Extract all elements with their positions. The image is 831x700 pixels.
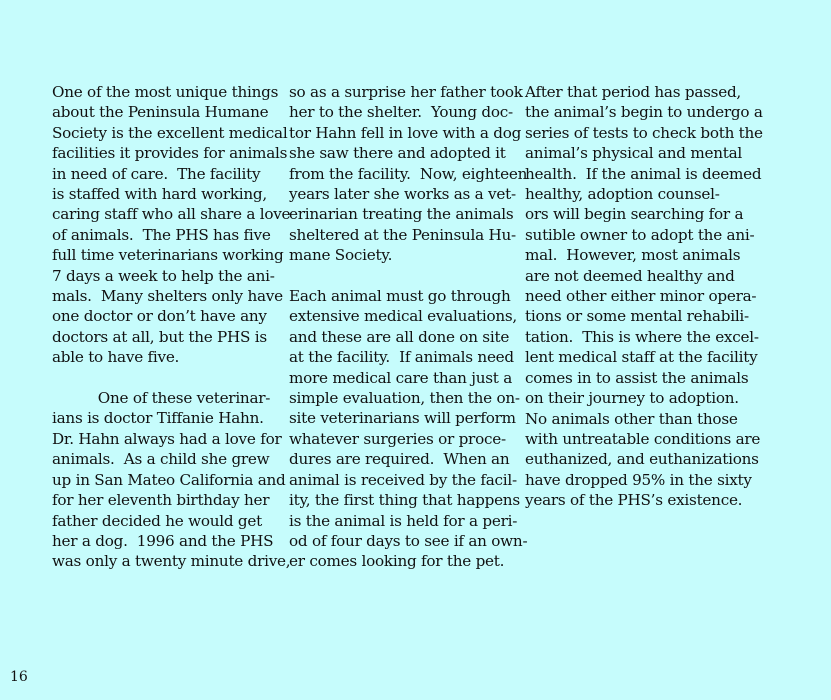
text-line: her a dog. 1996 and the PHS xyxy=(52,531,274,550)
text-line: and these are all done on site xyxy=(289,327,510,346)
text-column-2 xyxy=(289,82,528,572)
text-line: she saw there and adopted it xyxy=(289,144,506,163)
text-line: comes in to assist the animals xyxy=(525,368,749,387)
text-line: ors will begin searching for a xyxy=(525,205,744,224)
text-line: have dropped 95% in the sixty xyxy=(525,470,752,489)
text-line: father decided he would get xyxy=(52,511,262,530)
text-line: animal’s physical and mental xyxy=(525,144,743,163)
paragraph-gap xyxy=(52,368,278,388)
text-line: After that period has passed, xyxy=(525,83,742,101)
text-line: for her eleventh birthday her xyxy=(52,491,270,510)
text-line: the animal’s begin to undergo a xyxy=(525,103,763,122)
text-line: years later she works as a vet- xyxy=(289,185,516,204)
text-line: health. If the animal is deemed xyxy=(525,164,762,183)
text-line: One of the most unique things xyxy=(52,83,279,101)
text-line: tions or some mental rehabili- xyxy=(525,307,749,326)
text-line: need other either minor opera- xyxy=(525,287,757,306)
text-line: extensive medical evaluations, xyxy=(289,307,518,326)
text-line: are not deemed healthy and xyxy=(525,266,735,285)
text-line: was only a twenty minute drive, xyxy=(52,552,291,571)
text-line: caring staff who all share a love xyxy=(52,205,291,224)
text-line: sutible owner to adopt the ani- xyxy=(525,225,755,244)
text-line: lent medical staff at the facility xyxy=(525,348,758,367)
text-line: in need of care. The facility xyxy=(52,164,261,183)
text-line: site veterinarians will perform xyxy=(289,409,516,428)
text-line: whatever surgeries or proce- xyxy=(289,429,506,448)
text-line: is the animal is held for a peri- xyxy=(289,511,518,530)
text-line: of animals. The PHS has five xyxy=(52,225,271,244)
text-line: healthy, adoption counsel- xyxy=(525,185,720,204)
text-line: ians is doctor Tiffanie Hahn. xyxy=(52,409,264,428)
text-line: years of the PHS’s existence. xyxy=(525,491,743,510)
text-line: facilities it provides for animals xyxy=(52,144,288,163)
text-line: one doctor or don’t have any xyxy=(52,307,267,326)
text-line: so as a surprise her father took xyxy=(289,83,523,101)
text-line: up in San Mateo California and xyxy=(52,470,286,489)
text-column-1 xyxy=(52,82,291,572)
text-line: animals. As a child she grew xyxy=(52,450,270,469)
text-line: animal is received by the facil- xyxy=(289,470,517,489)
text-line: tation. This is where the excel- xyxy=(525,327,759,346)
text-line: er comes looking for the pet. xyxy=(289,552,505,571)
text-line: from the facility. Now, eighteen xyxy=(289,164,528,183)
page-number: 16 xyxy=(10,669,28,685)
text-line: mane Society. xyxy=(289,246,393,265)
text-line: series of tests to check both the xyxy=(525,123,763,142)
text-line: on their journey to adoption. xyxy=(525,389,739,408)
text-line: erinarian treating the animals xyxy=(289,205,514,224)
text-line: at the facility. If animals need xyxy=(289,348,514,367)
text-line: mal. However, most animals xyxy=(525,246,741,265)
text-line: od of four days to see if an own- xyxy=(289,531,528,550)
text-line: One of these veterinar- xyxy=(52,389,271,408)
text-line: tor Hahn fell in love with a dog xyxy=(289,123,522,142)
text-line: Society is the excellent medical xyxy=(52,123,288,142)
text-line: her to the shelter. Young doc- xyxy=(289,103,513,122)
text-column-3 xyxy=(525,82,763,511)
text-line: full time veterinarians working xyxy=(52,246,284,265)
text-line: 7 days a week to help the ani- xyxy=(52,266,275,285)
text-line: simple evaluation, then the on- xyxy=(289,389,520,408)
text-line: with untreatable conditions are xyxy=(525,429,761,448)
text-line: No animals other than those xyxy=(525,409,738,428)
text-line: mals. Many shelters only have xyxy=(52,287,283,306)
text-line: able to have five. xyxy=(52,348,180,367)
text-line: euthanized, and euthanizations xyxy=(525,450,759,469)
text-line: sheltered at the Peninsula Hu- xyxy=(289,225,516,244)
text-line: ity, the first thing that happens xyxy=(289,491,520,510)
text-line: doctors at all, but the PHS is xyxy=(52,327,267,346)
text-line: dures are required. When an xyxy=(289,450,510,469)
text-line: more medical care than just a xyxy=(289,368,513,387)
paragraph-gap xyxy=(289,266,515,286)
text-line: Dr. Hahn always had a love for xyxy=(52,429,282,448)
text-line: is staffed with hard working, xyxy=(52,185,267,204)
text-line: Each animal must go through xyxy=(289,287,511,306)
text-line: about the Peninsula Humane xyxy=(52,103,269,122)
